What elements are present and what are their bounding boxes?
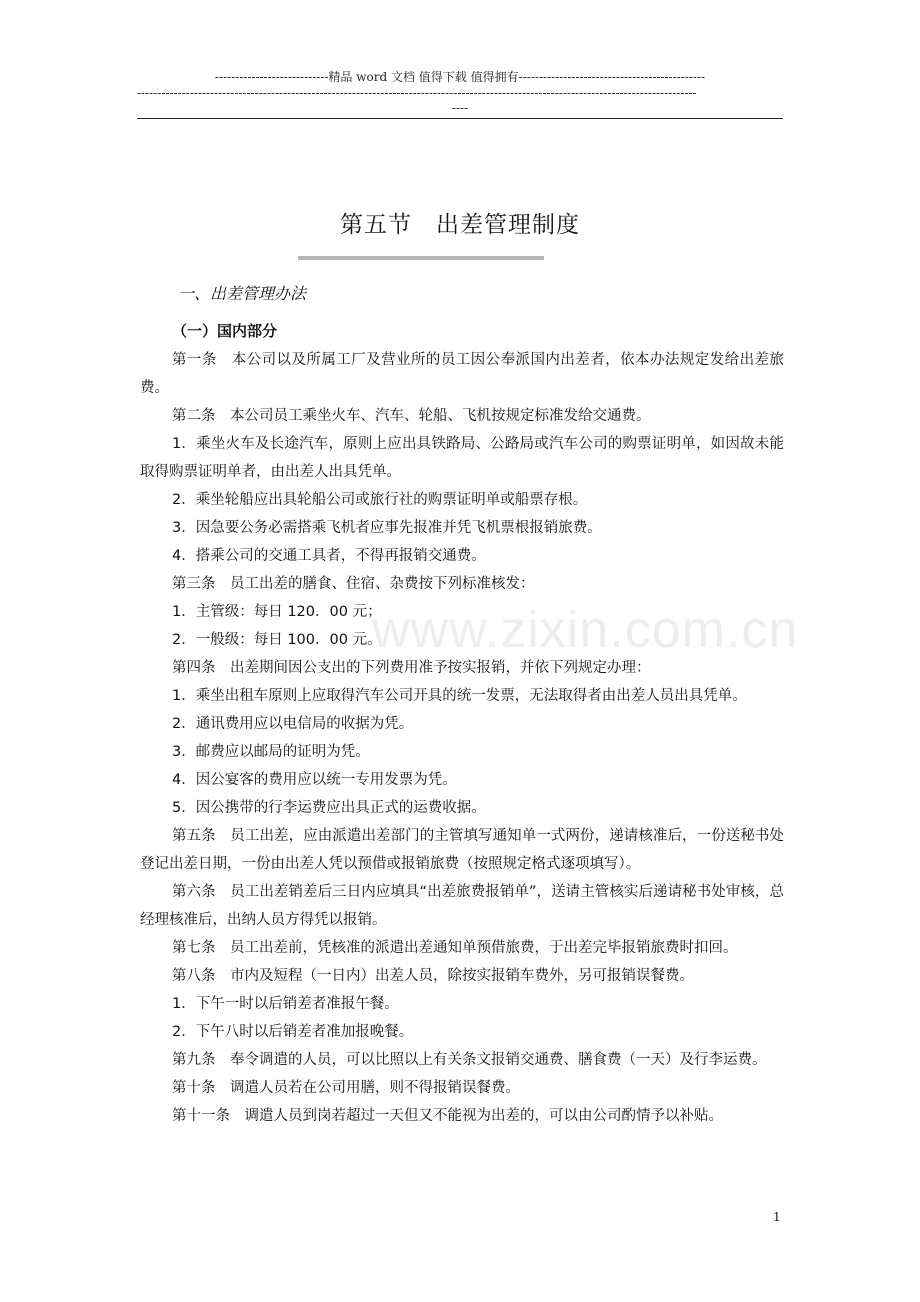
paragraph: 5．因公携带的行李运费应出具正式的运费收据。 bbox=[172, 800, 486, 816]
page-header-dashes: ------------------------------------------------------------------------------------------------------------------------------------------ bbox=[137, 86, 697, 100]
paragraph: 第八条 市内及短程（一日内）出差人员，除按实报销车费外，另可报销误餐费。 bbox=[172, 968, 694, 984]
paragraph: 第三条 员工出差的膳食、住宿、杂费按下列标准核发： bbox=[172, 576, 535, 592]
page-number: 1 bbox=[773, 1210, 781, 1224]
paragraph: 2．乘坐轮船应出具轮船公司或旅行社的购票证明单或船票存根。 bbox=[172, 492, 588, 508]
paragraph: 第九条 奉令调遣的人员，可以比照以上有关条文报销交通费、膳食费（一天）及行李运费。 bbox=[172, 1052, 767, 1068]
paragraph: 第四条 出差期间因公支出的下列费用准予按实报销，并依下列规定办理： bbox=[172, 660, 651, 676]
paragraph: 第六条 员工出差销差后三日内应填具“出差旅费报销单”，送请主管核实后递请秘书处审核，总经理核准后，出纳人员方得凭以报销。 bbox=[140, 884, 784, 928]
section-title: 第五节 出差管理制度 bbox=[340, 212, 580, 238]
paragraph: 第七条 员工出差前，凭核准的派遣出差通知单预借旅费，于出差完毕报销旅费时扣回。 bbox=[172, 940, 738, 956]
paragraph: 2．通讯费用应以电信局的收据为凭。 bbox=[172, 716, 414, 732]
paragraph: 第二条 本公司员工乘坐火车、汽车、轮船、飞机按规定标准发给交通费。 bbox=[172, 408, 651, 424]
paragraph: 1．主管级：每日 120．00 元； bbox=[172, 604, 382, 620]
paragraph: 1．乘坐火车及长途汽车，原则上应出具铁路局、公路局或汽车公司的购票证明单，如因故未能取得购票证明单者，由出差人出具凭单。 bbox=[140, 436, 784, 480]
paragraph: 1．乘坐出租车原则上应取得汽车公司开具的统一发票，无法取得者由出差人员出具凭单。 bbox=[172, 688, 747, 704]
paragraph: 2．下午八时以后销差者准加报晚餐。 bbox=[172, 1024, 414, 1040]
paragraph: 3．邮费应以邮局的证明为凭。 bbox=[172, 744, 370, 760]
paragraph: 第五条 员工出差，应由派遣出差部门的主管填写通知单一式两份，递请核准后，一份送秘书处登记出差日期，一份由出差人凭以预借或报销旅费（按照规定格式逐项填写）。 bbox=[140, 828, 784, 872]
watermark: www.zixin.com.cn bbox=[372, 601, 799, 659]
section-heading: 一、出差管理办法 bbox=[178, 284, 307, 303]
page-header-banner: ----------------------------精品 word 文档 值得下载 值得拥有---------------------------------------------- bbox=[214, 70, 706, 84]
paragraph: 1．下午一时以后销差者准报午餐。 bbox=[172, 996, 399, 1012]
title-underline bbox=[298, 256, 544, 260]
paragraph: 4．搭乘公司的交通工具者，不得再报销交通费。 bbox=[172, 548, 486, 564]
paragraph: 2．一般级：每日 100．00 元。 bbox=[172, 632, 382, 648]
paragraph: 第十条 调遣人员若在公司用膳，则不得报销误餐费。 bbox=[172, 1080, 520, 1096]
paragraph: 3．因急要公务必需搭乘飞机者应事先报准并凭飞机票根报销旅费。 bbox=[172, 520, 602, 536]
header-rule bbox=[137, 118, 783, 119]
page-header-dashes-tail: ---- bbox=[451, 101, 469, 115]
paragraph: 4．因公宴客的费用应以统一专用发票为凭。 bbox=[172, 772, 457, 788]
paragraph: 第一条 本公司以及所属工厂及营业所的员工因公奉派国内出差者，依本办法规定发给出差旅费。 bbox=[140, 352, 784, 396]
paragraph: 第十一条 调遣人员到岗若超过一天但又不能视为出差的，可以由公司酌情予以补贴。 bbox=[172, 1108, 723, 1124]
document-body bbox=[140, 346, 784, 1130]
subsection-heading: （一）国内部分 bbox=[172, 322, 278, 340]
